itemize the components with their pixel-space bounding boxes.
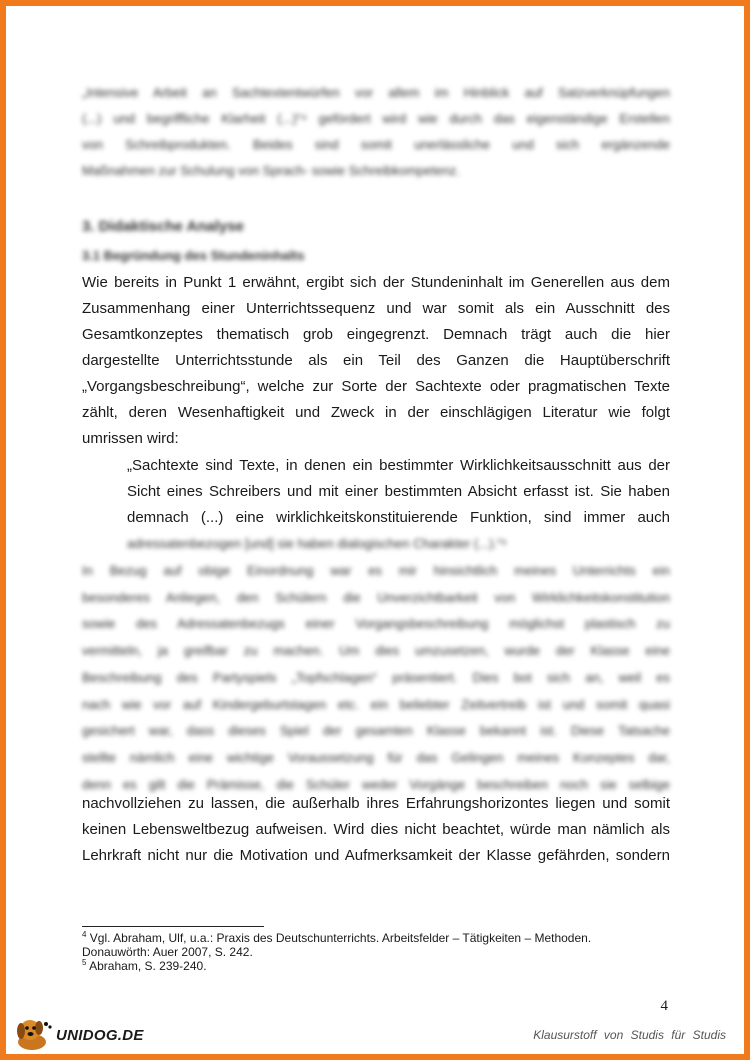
blurred-paragraph (82, 558, 670, 798)
footnotes (82, 931, 670, 973)
logo-text: UNIDOG.DE (56, 1027, 144, 1044)
footnote-text: Donauwörth: Auer 2007, S. 242. (82, 945, 253, 959)
text-line: vermitteln, ja greifbar zu machen. Um dies umzusetzen, wurde der Klasse eine (82, 643, 670, 659)
text-line: (...) und begriffliche Klarheit (...)“⁴ gefördert wird wie durch das eigenständige Erstellen (82, 111, 670, 126)
text-line: In Bezug auf obige Einordnung war es mir hinsichtlich meines Unterrichts ein (82, 563, 670, 578)
text-line: dargestellte Unterrichtsstunde als ein Teil des Ganzen die Hauptüberschrift (82, 352, 670, 369)
footnote-text: Vgl. Abraham, Ulf, u.a.: Praxis des Deutschunterrichts. Arbeitsfelder – Tätigkeiten – Methoden. (86, 931, 592, 945)
text-line: „Intensive Arbeit an Sachtextentwürfen vor allem im Hinblick auf Satzverknüpfungen (82, 85, 670, 100)
text-line: Wie bereits in Punkt 1 erwähnt, ergibt sich der Stundeninhalt im Generellen aus dem (82, 274, 670, 291)
text-line: Gesamtkonzeptes thematisch grob eingegrenzt. Demnach trägt auch die hier (82, 326, 670, 343)
page-number: 4 (660, 998, 668, 1014)
footnote (82, 931, 670, 945)
subsection-heading: 3.1 Begründung des Stundeninhalts (82, 248, 305, 263)
text-line: denn es gilt die Prämisse, die Schüler weder Vorgänge beschreiben noch sie selbige (82, 776, 670, 792)
text-line: besonderes Anliegen, den Schülern die Unverzichtbarkeit von Wirklichkeitskonstitution (82, 589, 670, 605)
text-line: stellte nämlich eine wichtige Voraussetzung für das Gelingen meines Konzeptes dar, (82, 749, 670, 765)
text-line: Lehrkraft nicht nur die Motivation und Aufmerksamkeit der Klasse gefährden, sondern (82, 847, 670, 864)
text-line: „Vorgangsbeschreibung“, welche zur Sorte der Sachtexte oder pragmatischen Texte (82, 378, 670, 395)
intro-paragraph (82, 80, 670, 184)
block-quote-last-line: adressatenbezogen [und] sie haben dialogischen Charakter (...).“⁵ (127, 536, 507, 551)
text-line: keinen Lebensweltbezug aufweisen. Wird dies nicht beachtet, würde man nämlich als (82, 821, 670, 838)
text-line: „Sachtexte sind Texte, in denen ein bestimmter Wirklichkeitsausschnitt aus der (127, 457, 670, 474)
text-line: Zusammenhang einer Unterrichtssequenz und war somit als ein Ausschnitt des (82, 300, 670, 317)
footnote-number: 4 (82, 930, 87, 939)
body-paragraph (82, 270, 670, 452)
text-line: zählt, deren Wesenhaftigkeit und Zweck in der einschlägigen Literatur wie folgt (82, 404, 670, 421)
text-line: sowie des Adressatenbezugs einer Vorgangsbeschreibung möglichst plastisch zu (82, 616, 670, 632)
text-line: Maßnahmen zur Schulung von Sprach- sowie Schreibkompetenz. (82, 163, 460, 178)
text-line: von Schreibprodukten. Beides sind somit unerlässliche und sich ergänzende (82, 137, 670, 152)
footnote-number: 5 (82, 958, 87, 967)
text-line: nachvollziehen zu lassen, die außerhalb ihres Erfahrungshorizontes liegen und somit (82, 795, 670, 812)
text-line: nach wie vor auf Kindergeburtstagen etc. ein beliebter Zeitvertreib ist und somit quasi (82, 696, 670, 712)
footnote-text: Abraham, S. 239-240. (86, 959, 207, 973)
text-line: Beschreibung des Partyspiels „Topfschlagen“ präsentiert. Dies bot sich an, weil es (82, 669, 670, 685)
text-line: umrissen wird: (82, 430, 179, 447)
text-line: Sicht eines Schreibers und mit einer bestimmten Absicht erfasst ist. Sie haben (127, 483, 670, 500)
footnote-rule (82, 926, 264, 927)
text-line: gesichert war, dass dieses Spiel der gesamten Klasse bekannt ist. Diese Tatsache (82, 723, 670, 739)
footer-note: Klausurstoff von Studis für Studis (533, 1028, 726, 1042)
block-quote (127, 453, 670, 531)
text-line: demnach (...) eine wirklichkeitskonstituierende Funktion, sind immer auch (127, 509, 670, 526)
tail-paragraph (82, 791, 670, 869)
dog-icon (10, 1016, 54, 1052)
section-heading: 3. Didaktische Analyse (82, 218, 245, 235)
site-logo (10, 1016, 160, 1052)
footnote (82, 945, 670, 959)
footnote (82, 959, 670, 973)
